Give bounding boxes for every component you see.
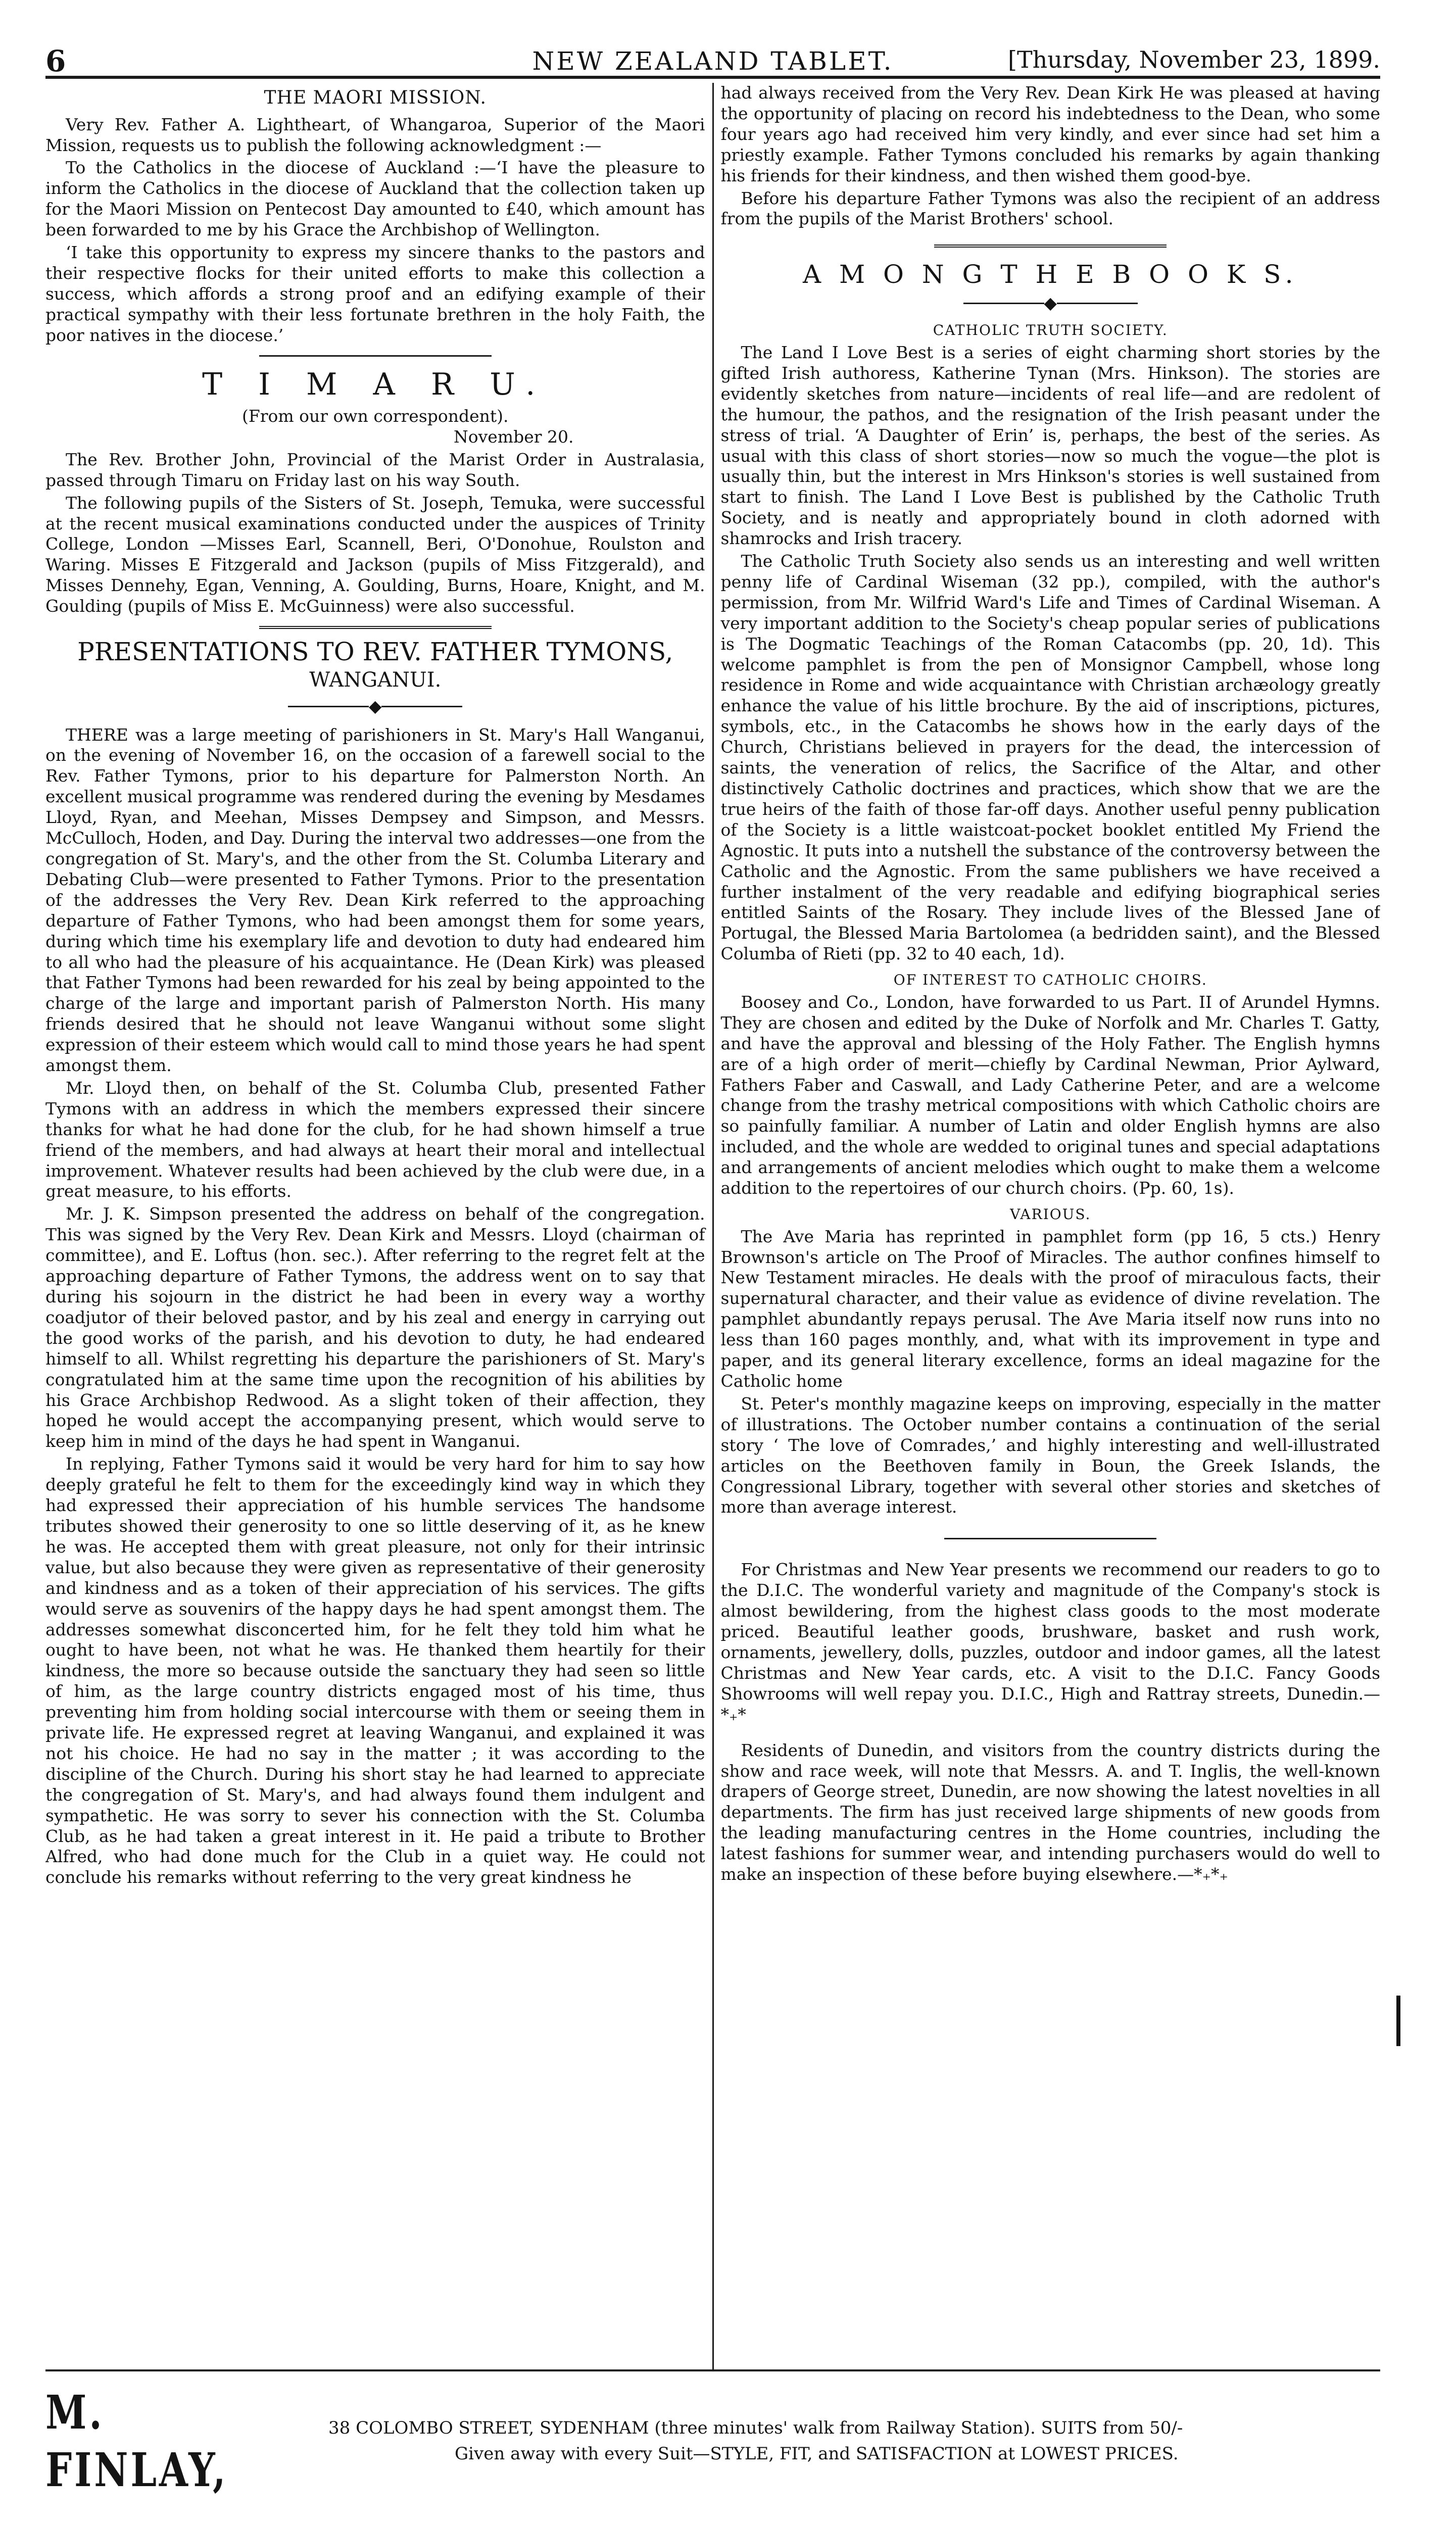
finlay-line-1: 38 COLOMBO STREET, SYDENHAM (three minutes' walk from Railway Station). SUITS from 50/-: [328, 2418, 1183, 2439]
cts-paragraph-2: The Catholic Truth Society also sends us an interesting and well written penny life of Cardinal Wiseman (32 pp.), compiled, with the author's permission, from Mr. Wilfrid Ward's Life and Times of Cardinal Wiseman. A very important addition to the Society's cheap popular series of publications is The Dogmatic Teachings of the Roman Catacombs (pp. 20, 1d). This welcome pamphlet is from the pen of Monsignor Campbell, whose long residence in Rome and wide acquaintance with Christian archæology greatly enhance the value of his little brochure. By the aid of inscriptions, pictures, symbols, etc., in the Catacombs he shows how in the early days of the Church, Christians believed in prayers for the dead, the intercession of saints, the veneration of relics, the Sacrifice of the Altar, and other distinctively Catholic doctrines and practices, which show that we are the true heirs of the faith of those far-off days. Another useful penny publication of the Society is a little waistcoat-pocket booklet entitled My Friend the Agnostic. It puts into a nutshell the substance of the controversy between the Catholic and the Agnostic. From the same publishers we have received a further instalment of the very readable and edifying biographical series entitled Saints of the Rosary. They include lives of the Blessed Jane of Portugal, the Blessed Maria Bartolomea (a bedridden saint), and the Blessed Columba of Rieti (pp. 32 to 40 each, 1d).: [720, 551, 1380, 964]
maori-paragraph-1: Very Rev. Father A. Lightheart, of Whangaroa, Superior of the Maori Mission, requests us to publish the following acknowledgment :—: [45, 114, 705, 155]
choirs-heading: OF INTEREST TO CATHOLIC CHOIRS.: [893, 972, 1207, 989]
section-divider: [934, 245, 1167, 250]
finlay-advertisement: [45, 2369, 1380, 2499]
presentations-subheading: WANGANUI.: [309, 668, 442, 692]
section-divider: [259, 355, 492, 357]
various-paragraph-1: The Ave Maria has reprinted in pamphlet form (pp 16, 5 cts.) Henry Brownson's article on The Proof of Miracles. The author confines himself to New Testament miracles. He deals with the proof of miraculous facts, their supernatural character, and their value as evidence of divine revelation. The pamphlet abundantly repays perusal. The Ave Maria itself now runs into no less than 160 pages monthly, and, what with its improvement in type and paper, and its general literary excellence, forms an ideal magazine for the Catholic home: [720, 1226, 1380, 1391]
diamond-ornament: ◆: [721, 293, 1381, 314]
newspaper-title: NEW ZEALAND TABLET.: [532, 46, 894, 76]
section-divider: [259, 626, 492, 631]
books-heading: A M O N G T H E B O O K S.: [802, 260, 1298, 289]
left-column: [45, 83, 714, 2371]
finlay-name: M. FINLAY,: [45, 2385, 228, 2498]
diamond-ornament: ◆: [45, 696, 705, 717]
presentations-paragraph-1: THERE was a large meeting of parishioners in St. Mary's Hall Wanganui, on the evening of November 16, on the occasion of a farewell social to the Rev. Father Tymons, prior to his departure for Palmerston North. An excellent musical programme was rendered during the evening by Mesdames Lloyd, Ryan, and Meehan, Misses Dempsey and Simpson, and Messrs. McCulloch, Hoden, and Day. During the interval two addresses—one from the congregation of St. Mary's, and the other from the St. Columba Literary and Debating Club—were presented to Father Tymons. Prior to the presentation of the addresses the Very Rev. Dean Kirk referred to the approaching departure of Father Tymons, who had been amongst them for some years, during which time his exemplary life and devotion to duty had endeared him to all who had the pleasure of his acquaintance. He (Dean Kirk) was pleased that Father Tymons had been rewarded for his zeal by being appointed to the charge of the large and important parish of Palmerston North. His many friends desired that he should not leave Wanganui without some slight expression of their esteem which would call to mind those years he had spent amongst them.: [45, 724, 705, 1076]
timaru-paragraph-1: The Rev. Brother John, Provincial of the Marist Order in Australasia, passed through Timaru on Friday last on his way South.: [45, 449, 705, 490]
various-heading: VARIOUS.: [1010, 1205, 1091, 1223]
continuation-paragraph-2: Before his departure Father Tymons was also the recipient of an address from the pupils of the Marist Brothers' school.: [720, 188, 1380, 229]
page-number: 6: [45, 44, 66, 78]
timaru-heading: T I M A R U.: [202, 366, 549, 402]
masthead: [45, 45, 1380, 79]
continuation-paragraph-1: had always received from the Very Rev. Dean Kirk He was pleased at having the opportunity of placing on record his indebtedness to the Dean, who some four years ago had received him very kindly, and ever since had set him a priestly example. Father Tymons concluded his remarks by again thanking his friends for their kindness, and then wished them good-bye.: [720, 83, 1380, 185]
presentations-paragraph-4: In replying, Father Tymons said it would be very hard for him to say how deeply grateful he felt to them for the exceedingly kind way in which they had expressed their appreciation of his humble services The handsome tributes showed their generosity to one so little deserving of it, as he knew he was. He accepted them with great pleasure, not only for their intrinsic value, but also because they were given as representative of their generosity and kindness and as a token of their appreciation of his services. The gifts would serve as souvenirs of the happy days he had spent amongst them. The addresses somewhat disconcerted him, for he felt they told him what he ought to have been, not what he was. He thanked them heartily for their kindness, the more so because outside the sanctuary they had seen so little of him, as the large country districts engaged most of his time, thus preventing him from holding social intercourse with them or seeing them in private life. He expressed regret at leaving Wanganui, and explained it was not his choice. He had no say in the matter ; it was according to the discipline of the Church. During his short stay he had learned to appreciate the congregation of St. Mary's, and had always found them indulgent and sympathetic. He was sorry to sever his connection with the St. Columba Club, as he had taken a great interest in it. He paid a tribute to Brother Alfred, who had done much for the Club in a quiet way. He could not conclude his remarks without referring to the very great kindness he: [45, 1454, 705, 1887]
right-column: [714, 83, 1381, 2371]
presentations-paragraph-2: Mr. Lloyd then, on behalf of the St. Columba Club, presented Father Tymons with an address in which the members expressed their sincere thanks for what he had done for the club, for he had shown himself a true friend of the members, and had always at heart their moral and intellectual improvement. Whatever results had been achieved by the club were due, in a great measure, to his efforts.: [45, 1078, 705, 1201]
dic-advertisement: For Christmas and New Year presents we recommend our readers to go to the D.I.C. The wonderful variety and magnitude of the Company's stock is almost bewildering, from the highest class goods to the most moderate priced. Beautiful leather goods, brushware, basket and rush work, ornaments, jewellery, dolls, puzzles, outdoor and indoor games, all the latest Christmas and New Year cards, etc. A visit to the D.I.C. Fancy Goods Showrooms will well repay you. D.I.C., High and Rattray streets, Dunedin.—*₊*: [720, 1560, 1380, 1724]
choirs-paragraph: Boosey and Co., London, have forwarded to us Part. II of Arundel Hymns. They are chosen and edited by the Duke of Norfolk and Mr. Charles T. Gatty, and have the approval and blessing of the Holy Father. The English hymns are of a high order of merit—chiefly by Cardinal Newman, Prior Aylward, Fathers Faber and Caswall, and Lady Catherine Peter, and are a welcome change from the trashy metrical compositions with which Catholic choirs are so painfully familiar. A number of Latin and older English hymns are also included, and the whole are wedded to original tunes and special adaptations and arrangements of ancient melodies which ought to make them a welcome addition to the repertoires of our church choirs. (Pp. 60, 1s).: [720, 992, 1380, 1198]
columns: [45, 83, 1380, 2371]
maori-paragraph-3: ‘I take this opportunity to express my sincere thanks to the pastors and their respective flocks for their united efforts to make this collection a success, which affords a strong proof and an edifying example of their practical sympathy with their less fortunate brethren in the holy Faith, the poor natives in the diocese.’: [45, 243, 705, 345]
maori-mission-heading: THE MAORI MISSION.: [264, 87, 487, 108]
presentations-heading: PRESENTATIONS TO REV. FATHER TYMONS,: [77, 637, 673, 667]
cts-heading: CATHOLIC TRUTH SOCIETY.: [933, 322, 1168, 339]
presentations-paragraph-3: Mr. J. K. Simpson presented the address on behalf of the congregation. This was signed by the Very Rev. Dean Kirk and Messrs. Lloyd (chairman of committee), and E. Loftus (hon. sec.). After referring to the regret felt at the approaching departure of Father Tymons, the address went on to say that during his sojourn in the district he had been in every way a worthy coadjutor of their beloved pastor, and by his zeal and energy in carrying out the good works of the parish, and his devotion to duty, he had endeared himself to all. Whilst regretting his departure the parishioners of St. Mary's congratulated him at the same time upon the recognition of his abilities by his Grace Archbishop Redwood. As a slight token of their affection, they hoped he would accept the accompanying present, which would serve to keep him in mind of the days he had spent in Wanganui.: [45, 1204, 705, 1451]
various-paragraph-2: St. Peter's monthly magazine keeps on improving, especially in the matter of illustrations. The October number contains a continuation of the serial story ‘ The love of Comrades,’ and highly interesting and well-illustrated articles on the Beethoven family in Boun, the Greek Islands, the Congressional Library, together with several other stories and sketches of more than average interest.: [720, 1393, 1380, 1517]
issue-date: [Thursday, November 23, 1899.: [1008, 46, 1380, 73]
timaru-correspondent: (From our own correspondent).: [241, 406, 509, 426]
inglis-advertisement: Residents of Dunedin, and visitors from the country districts during the show and race week, will note that Messrs. A. and T. Inglis, the well-known drapers of George street, Dunedin, are now showing the latest novelties in all departments. The firm has just received large shipments of new goods from the leading manufacturing centres in the Home countries, including the latest fashions for summer wear, and intending purchasers would do well to make an inspection of these before buying elsewhere.—*₊*₊: [720, 1740, 1380, 1884]
section-divider: [944, 1538, 1156, 1539]
margin-mark: [1396, 1996, 1400, 2046]
cts-paragraph-1: The Land I Love Best is a series of eight charming short stories by the gifted Irish authoress, Katherine Tynan (Mrs. Hinkson). The stories are evidently sketches from nature—incidents of real life—and are redolent of the humour, the pathos, and the resignation of the Irish peasant under the stress of trial. ‘A Daughter of Erin’ is, perhaps, the best of the series. As usual with this class of short stories—now so much the vogue—the plot is usually thin, but the interest in Mrs Hinkson's stories is well sustained from start to finish. The Land I Love Best is published by the Catholic Truth Society, and is neatly and appropriately bound in cloth adorned with shamrocks and Irish tracery.: [720, 342, 1380, 549]
finlay-line-2: Given away with every Suit—STYLE, FIT, and SATISFACTION at LOWEST PRICES.: [455, 2444, 1179, 2464]
finlay-text: [328, 2415, 1183, 2467]
maori-paragraph-2: To the Catholics in the diocese of Auckland :—‘I have the pleasure to inform the Catholics in the diocese of Auckland that the collection taken up for the Maori Mission on Pentecost Day amounted to £40, which amount has been forwarded to me by his Grace the Archbishop of Wellington.: [45, 158, 705, 240]
timaru-date: November 20.: [453, 426, 574, 447]
timaru-paragraph-2: The following pupils of the Sisters of St. Joseph, Temuka, were successful at the recent musical examinations conducted under the auspices of Trinity College, London —Misses Earl, Scannell, Beri, O'Donohue, Roulston and Waring. Misses E Fitzgerald and Jackson (pupils of Miss Fitzgerald), and Misses Dennehy, Egan, Venning, A. Goulding, Burns, Hoare, Knight, and M. Goulding (pupils of Miss E. McGuinness) were also successful.: [45, 493, 705, 616]
